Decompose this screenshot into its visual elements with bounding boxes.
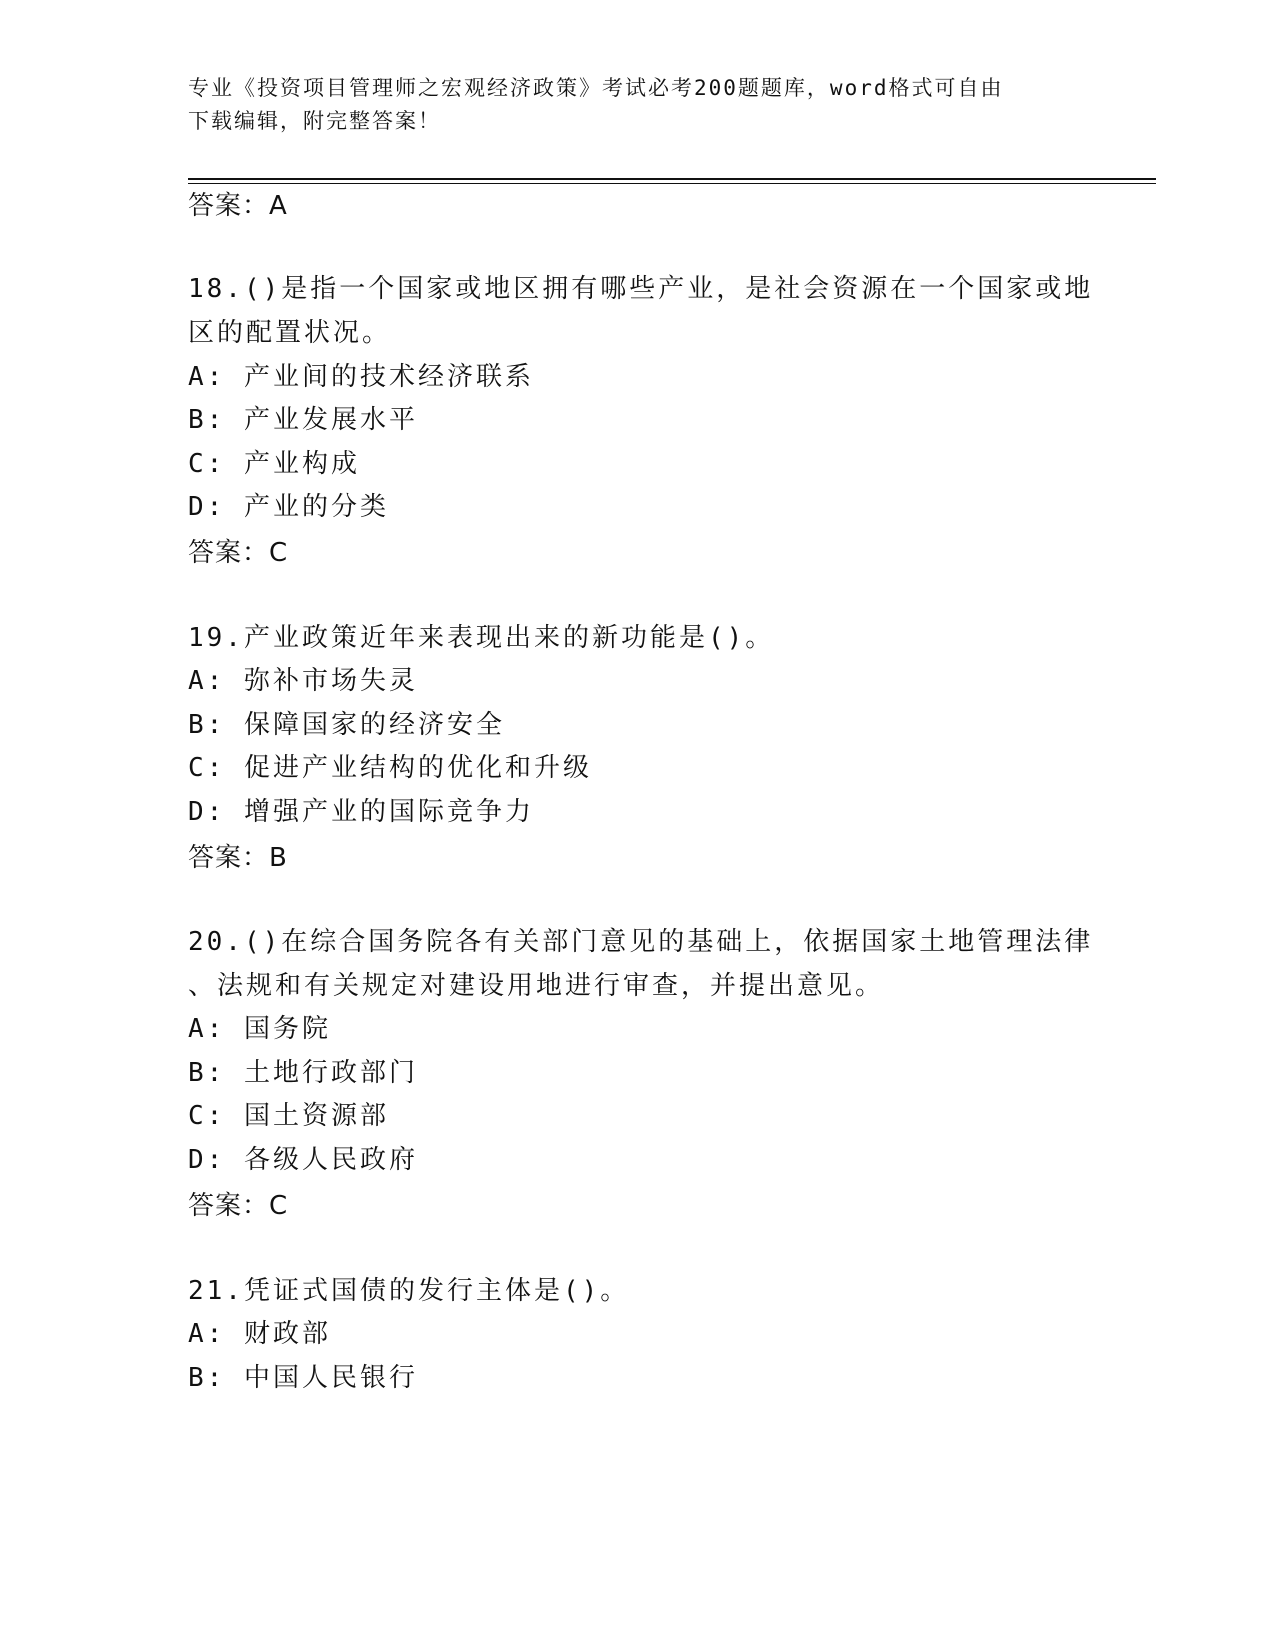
header-divider-thin [188,183,1156,184]
question-21-option-b: B: 中国人民银行 [188,1363,418,1393]
question-21-option-a: A: 财政部 [188,1319,331,1349]
question-20-stem-line-1: 20.()在综合国务院各有关部门意见的基础上，依据国家土地管理法律 [188,927,1094,957]
question-19-option-c: C: 促进产业结构的优化和升级 [188,753,592,783]
header-line-2: 下载编辑，附完整答案！ [188,109,441,133]
question-19-answer: 答案：B [188,843,288,873]
document-header [188,72,1078,138]
question-19-stem-line-1: 19.产业政策近年来表现出来的新功能是()。 [188,623,775,653]
question-18-stem-line-1: 18.()是指一个国家或地区拥有哪些产业，是社会资源在一个国家或地 [188,274,1094,304]
question-20-option-d: D: 各级人民政府 [188,1145,418,1175]
question-20-stem-line-2: 、法规和有关规定对建设用地进行审查，并提出意见。 [188,971,885,1001]
question-18-stem-line-2: 区的配置状况。 [188,318,392,348]
question-18-option-c: C: 产业构成 [188,449,360,479]
question-20-option-a: A: 国务院 [188,1014,331,1044]
question-19-option-d: D: 增强产业的国际竞争力 [188,797,534,827]
question-20-option-b: B: 土地行政部门 [188,1058,418,1088]
question-18-option-b: B: 产业发展水平 [188,405,418,435]
question-18-option-d: D: 产业的分类 [188,492,389,522]
previous-answer: 答案：A [188,191,288,221]
header-divider-thick [188,178,1156,180]
question-20-option-c: C: 国土资源部 [188,1101,389,1131]
question-19-option-b: B: 保障国家的经济安全 [188,710,505,740]
question-19-option-a: A: 弥补市场失灵 [188,666,418,696]
question-18-answer: 答案：C [188,538,289,568]
header-line-1: 专业《投资项目管理师之宏观经济政策》考试必考200题题库，word格式可自由 [188,76,1004,100]
question-18-option-a: A: 产业间的技术经济联系 [188,362,534,392]
question-21-stem-line-1: 21.凭证式国债的发行主体是()。 [188,1276,630,1306]
question-20-answer: 答案：C [188,1191,289,1221]
